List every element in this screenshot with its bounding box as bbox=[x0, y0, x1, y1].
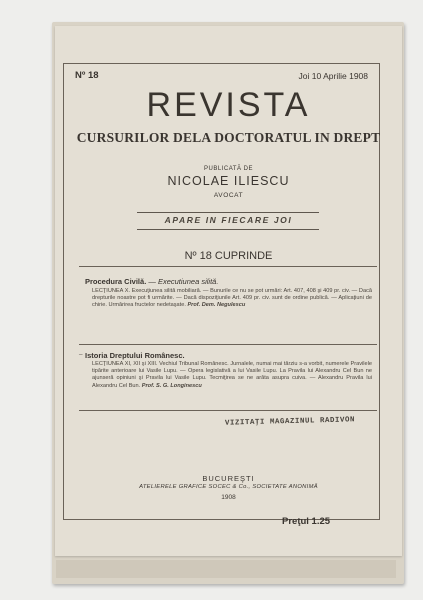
section-heading bbox=[85, 277, 218, 286]
section-text: LECŢIUNEA XI, XII şi XIII. Vechiul Tribunal Românesc. Jurnalele, numai mai târziu s-a vorbit, numerele Pravilele tipărite anterioare lui Vasile Lupu. — Opera legislativă a lui Vasile Lupu. La Pravila lui Alexandru Cel Bun ne ajunseră opiniuni şi Pravila lui Vasile Lupu. Tecmiţirea se ne arăta asupra cuiva. — Alexandru Pravila lui Alexandru Cel Bun. Prof. S. G. Longinescu bbox=[92, 361, 372, 389]
section-text: LECŢIUNEA X. Execuţiunea silită mobiliară. — Bunurile ce nu se pot urmări: Art. 407, 408 şi 409 pr. civ. — Dacă drepturile noastre pot fi urmărite. — Dacă dispoziţiunile Art. 409 pr. civ. sunt de ordine publică. — Aplicaţiuni de chirie. Urmărirea fructelor nedetaşate. Prof. Dem. Negulescu bbox=[92, 288, 372, 309]
section-title: Istoria Dreptului Românesc. bbox=[85, 351, 185, 360]
issue-number: Nº 18 bbox=[75, 70, 99, 81]
professor-name: Prof. Dem. Negulescu bbox=[187, 302, 246, 309]
magazine-cover bbox=[55, 26, 402, 556]
divider bbox=[79, 266, 377, 267]
professor-name: Prof. S. G. Longinescu bbox=[141, 382, 202, 389]
publication-year: 1908 bbox=[221, 494, 236, 501]
published-by-label: PUBLICATĂ DE bbox=[204, 166, 253, 172]
section-heading bbox=[85, 351, 185, 360]
underlying-pages-edge bbox=[56, 560, 396, 578]
printer-name: ATELIERELE GRAFICE SOCEC & Co., SOCIETATE ANONIMĂ bbox=[139, 484, 318, 490]
bullet-icon: – bbox=[79, 350, 83, 358]
magazine-subtitle: CURSURILOR DELA DOCTORATUL IN DREPT bbox=[76, 130, 381, 145]
section-title: Procedura Civilă. bbox=[85, 277, 147, 286]
publication-schedule: APARE IN FIECARE JOI bbox=[164, 215, 293, 225]
divider bbox=[79, 410, 377, 411]
price-label: Preţul 1.25 bbox=[282, 516, 331, 527]
shop-stamp: VIZITAŢI MAGAZINUL RADIVON bbox=[224, 416, 356, 428]
contents-heading: Nº 18 CUPRINDE bbox=[184, 250, 273, 262]
section-subtitle: — Executiunea silită. bbox=[148, 277, 219, 286]
editor-profession: AVOCAT bbox=[213, 192, 244, 199]
issue-date: Joi 10 Aprilie 1908 bbox=[298, 71, 368, 81]
divider bbox=[79, 344, 377, 345]
magazine-title: REVISTA bbox=[146, 86, 311, 124]
editor-name: NICOLAE ILIESCU bbox=[167, 174, 290, 188]
publication-city: BUCUREŞTI bbox=[202, 474, 255, 483]
